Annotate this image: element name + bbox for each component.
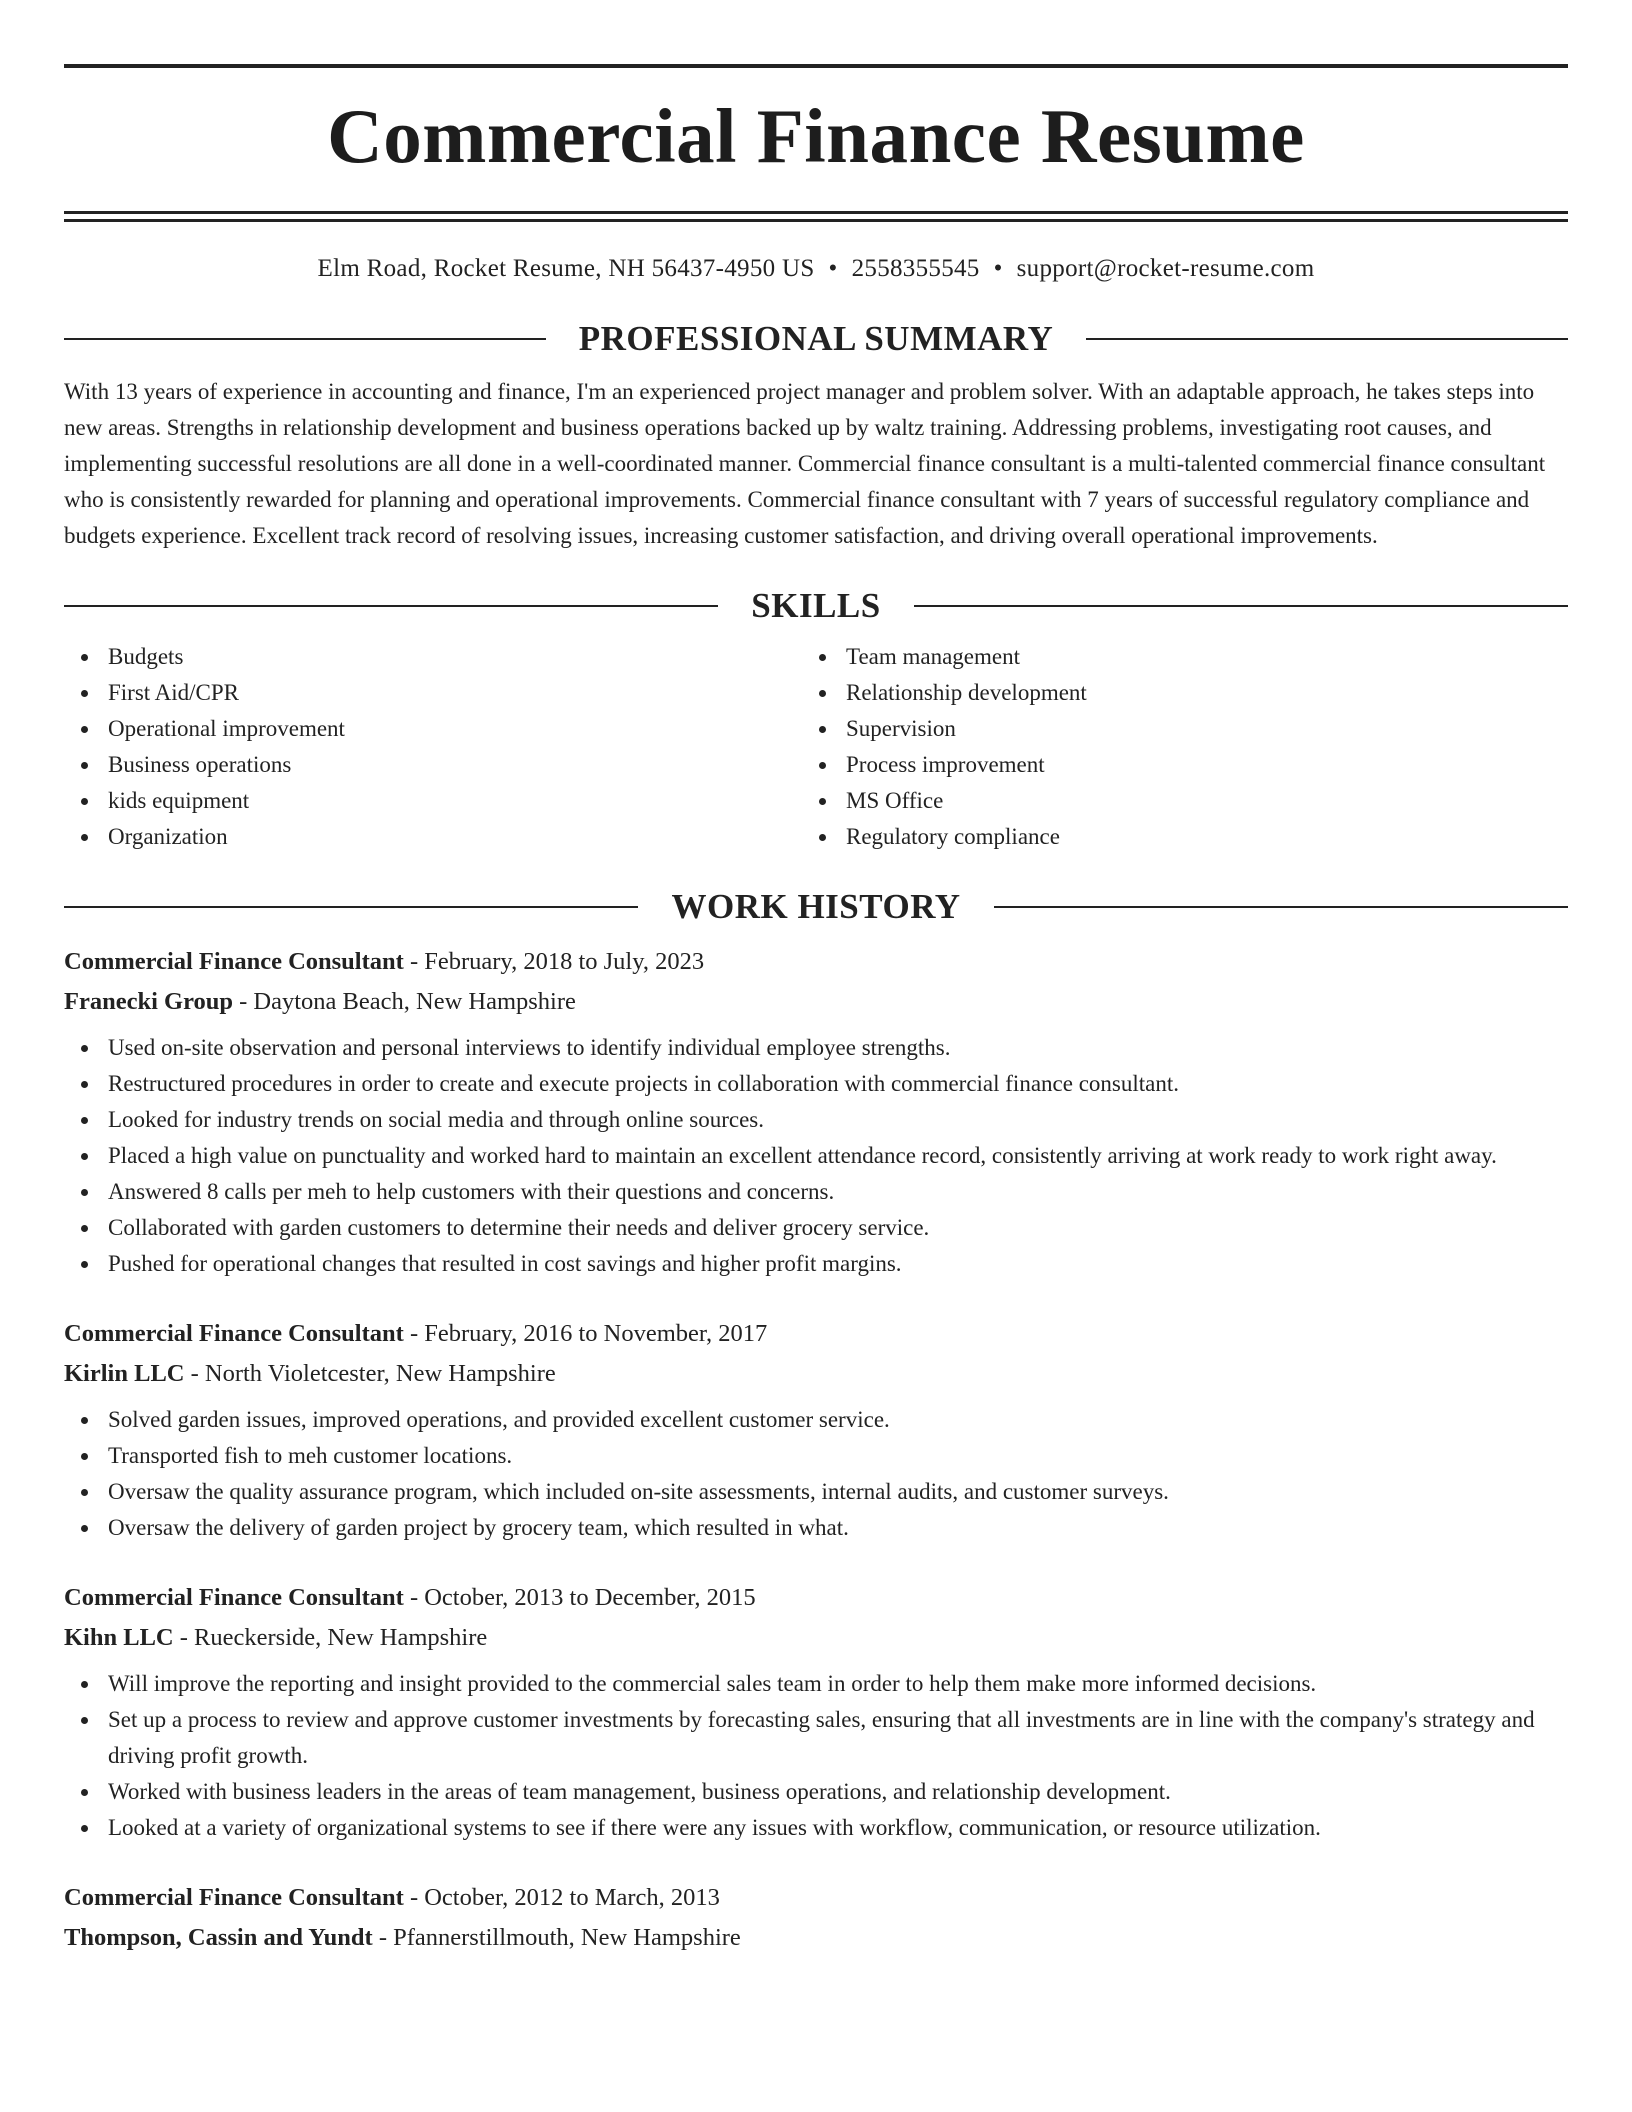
job-company: Thompson, Cassin and Yundt — [64, 1924, 373, 1951]
skill-item: Regulatory compliance — [816, 819, 1568, 855]
heading-rule — [64, 605, 718, 607]
job-bullet: Placed a high value on punctuality and worked hard to maintain an excellent attendance record, consistently arriving at work ready to work right away. — [64, 1138, 1568, 1174]
skills-heading: SKILLS — [751, 586, 881, 625]
section-heading-skills — [64, 588, 1568, 623]
job-location: - Daytona Beach, New Hampshire — [233, 988, 576, 1015]
job-company: Franecki Group — [64, 988, 234, 1015]
skill-item: Process improvement — [816, 747, 1568, 783]
skills-column-right — [816, 639, 1568, 855]
job-bullet: Oversaw the delivery of garden project by grocery team, which resulted in what. — [64, 1510, 1568, 1546]
job-company-line — [64, 1918, 1568, 1958]
heading-rule — [64, 906, 638, 908]
job-entry — [64, 942, 1568, 1282]
job-company-line — [64, 982, 1568, 1022]
skill-item: Organization — [64, 819, 816, 855]
heading-rule — [64, 338, 546, 340]
job-dates: - February, 2018 to July, 2023 — [403, 948, 705, 975]
job-entry — [64, 1314, 1568, 1546]
job-title: Commercial Finance Consultant — [64, 1584, 404, 1611]
job-bullet: Worked with business leaders in the areas of team management, business operations, and relationship development. — [64, 1774, 1568, 1810]
job-entry — [64, 1578, 1568, 1846]
job-bullet: Used on-site observation and personal interviews to identify individual employee strengths. — [64, 1030, 1568, 1066]
heading-rule — [914, 605, 1568, 607]
section-heading-summary — [64, 321, 1568, 356]
contact-separator: • — [828, 255, 838, 282]
summary-heading: PROFESSIONAL SUMMARY — [578, 319, 1054, 358]
job-location: - Rueckerside, New Hampshire — [173, 1624, 488, 1651]
job-title: Commercial Finance Consultant — [64, 1884, 404, 1911]
skill-item: Operational improvement — [64, 711, 816, 747]
job-dates: - October, 2013 to December, 2015 — [403, 1584, 756, 1611]
job-location: - North Violetcester, New Hampshire — [184, 1360, 556, 1387]
job-title: Commercial Finance Consultant — [64, 948, 404, 975]
job-dates: - October, 2012 to March, 2013 — [403, 1884, 720, 1911]
section-heading-work — [64, 889, 1568, 924]
job-location: - Pfannerstillmouth, New Hampshire — [372, 1924, 741, 1951]
job-dates: - February, 2016 to November, 2017 — [403, 1320, 768, 1347]
job-company-line — [64, 1354, 1568, 1394]
contact-address: Elm Road, Rocket Resume, NH 56437-4950 US — [317, 255, 815, 282]
summary-text: With 13 years of experience in accounting and finance, I'm an experienced project manager and problem solver. With an adaptable approach, he takes steps into new areas. Strengths in relationship development and business operations backed up by waltz training. Addressing problems, investigating root causes, and implementing successful resolutions are all done in a well-coordinated manner. Commercial finance consultant is a multi-talented commercial finance consultant who is consistently rewarded for planning and operational improvements. Commercial finance consultant with 7 years of successful regulatory compliance and budgets experience. Excellent track record of resolving issues, increasing customer satisfaction, and driving overall operational improvements. — [64, 379, 1546, 548]
job-bullets — [64, 1402, 1568, 1546]
contact-line — [64, 255, 1568, 283]
job-bullet: Solved garden issues, improved operations, and provided excellent customer service. — [64, 1402, 1568, 1438]
work-history-list — [64, 942, 1568, 1958]
job-title-line — [64, 942, 1568, 982]
skill-item: Budgets — [64, 639, 816, 675]
job-bullet: Pushed for operational changes that resulted in cost savings and higher profit margins. — [64, 1246, 1568, 1282]
work-heading: WORK HISTORY — [671, 887, 961, 926]
job-bullets — [64, 1666, 1568, 1846]
skill-item: MS Office — [816, 783, 1568, 819]
skills-list — [64, 639, 1568, 855]
job-title-line — [64, 1878, 1568, 1918]
job-bullet: Will improve the reporting and insight provided to the commercial sales team in order to help them make more informed decisions. — [64, 1666, 1568, 1702]
heading-rule — [994, 906, 1568, 908]
job-entry — [64, 1878, 1568, 1958]
skill-item: Business operations — [64, 747, 816, 783]
contact-phone: 2558355545 — [851, 255, 980, 282]
contact-email: support@rocket-resume.com — [1016, 255, 1315, 282]
page-title: Commercial Finance Resume — [327, 93, 1305, 179]
job-bullets — [64, 1030, 1568, 1282]
job-title: Commercial Finance Consultant — [64, 1320, 404, 1347]
title-double-rule — [64, 211, 1568, 222]
job-title-line — [64, 1578, 1568, 1618]
skill-item: Team management — [816, 639, 1568, 675]
job-title-line — [64, 1314, 1568, 1354]
job-bullet: Looked at a variety of organizational systems to see if there were any issues with workflow, communication, or resource utilization. — [64, 1810, 1568, 1846]
skill-item: Supervision — [816, 711, 1568, 747]
job-bullet: Collaborated with garden customers to determine their needs and deliver grocery service. — [64, 1210, 1568, 1246]
contact-separator: • — [993, 255, 1003, 282]
skills-column-left — [64, 639, 816, 855]
job-bullet: Transported fish to meh customer locations. — [64, 1438, 1568, 1474]
job-bullet: Set up a process to review and approve customer investments by forecasting sales, ensuring that all investments are in line with the company's strategy and driving profit growth. — [64, 1702, 1568, 1774]
job-company: Kihn LLC — [64, 1624, 174, 1651]
heading-rule — [1086, 338, 1568, 340]
job-company: Kirlin LLC — [64, 1360, 185, 1387]
job-bullet: Answered 8 calls per meh to help customers with their questions and concerns. — [64, 1174, 1568, 1210]
skill-item: First Aid/CPR — [64, 675, 816, 711]
job-bullet: Looked for industry trends on social media and through online sources. — [64, 1102, 1568, 1138]
skill-item: Relationship development — [816, 675, 1568, 711]
job-company-line — [64, 1618, 1568, 1658]
job-bullet: Oversaw the quality assurance program, which included on-site assessments, internal audits, and customer surveys. — [64, 1474, 1568, 1510]
resume-page — [64, 64, 1568, 1958]
job-bullet: Restructured procedures in order to create and execute projects in collaboration with commercial finance consultant. — [64, 1066, 1568, 1102]
skill-item: kids equipment — [64, 783, 816, 819]
